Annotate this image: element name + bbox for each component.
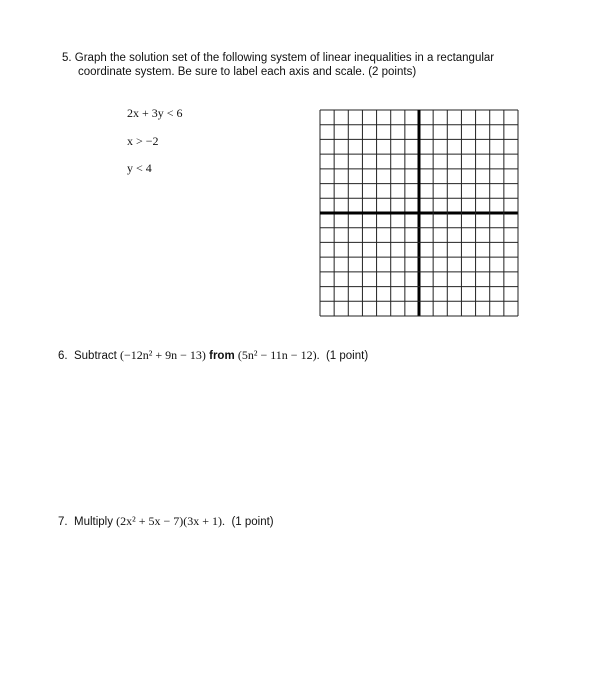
inequality-3: y < 4 (127, 161, 152, 175)
question-5-text-line2: coordinate system. Be sure to label each axis and scale. (2 points) (78, 66, 417, 78)
inequality-2: x > −2 (127, 134, 159, 148)
inequality-1: 2x + 3y < 6 (127, 106, 183, 120)
question-6-number: 6. (58, 350, 68, 362)
question-5-text-line1: 5. Graph the solution set of the following system of linear inequalities in a rectangular (62, 52, 495, 64)
question-6-from: from (209, 350, 235, 362)
question-7-number: 7. (58, 516, 68, 528)
question-7-expression: (2x² + 5x − 7)(3x + 1). (116, 514, 226, 528)
question-6 (58, 348, 368, 363)
question-6-verb: Subtract (73, 350, 117, 362)
question-6-expression-2: (5n² − 11n − 12). (237, 348, 320, 362)
question-7 (58, 514, 274, 529)
question-7-verb: Multiply (73, 516, 113, 528)
question-6-points: (1 point) (325, 350, 369, 362)
question-7-points: (1 point) (231, 516, 274, 528)
coordinate-grid[interactable] (318, 108, 520, 318)
question-6-expression-1: (−12n² + 9n − 13) (120, 348, 206, 362)
